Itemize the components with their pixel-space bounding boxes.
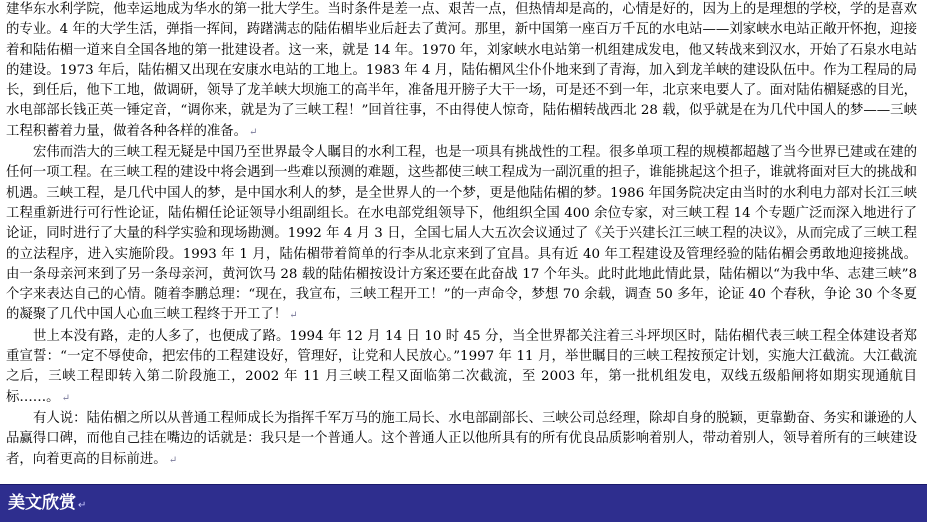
section-title [8,491,86,518]
paragraph-1-text: 建华东水利学院，他幸运地成为华水的第一批大学生。当时条件是差一点、艰苦一点，但热情却是高的，心情是好的，因为上的是理想的学校，学的是喜欢的专业。4 年的大学生活，弹指一挥间，踌躇满志的陆佑楣毕业后赶去了黄河。那里，新中国第一座百万千瓦的水电站——刘家峡水电站正敞开怀抱，迎接着和陆佑楣一道来自全国各地的第一批建设者。这一来，就是 14 年。1970 年，刘家峡水电站第一机组建成发电，他又转战来到汉水，开始了石泉水电站的建设。1973 年后，陆佑楣又出现在安康水电站的工地上。1983 年 4 月，陆佑楣风尘仆仆地来到了青海，加入到龙羊峡的建设队伍中。作为工程局的局长，到任后，他下工地，做调研，领导了龙羊峡大坝施工的高半年，准备甩开膀子大干一场，可是还不到一年，北京来电要人了。面对陆佑楣疑惑的目光，水电部部长钱正英一锤定音，“调你来，就是为了三峡工程！”回首往事，不由得使人惊奇，陆佑楣转战西北 28 载，似乎就是在为几代中国人的梦——三峡工程积蓄着力量，做着各种各样的准备。 [6,2,917,139]
article-paragraph-3 [6,327,917,409]
article-paragraph-1 [6,0,917,143]
paragraph-mark-icon: ↵ [249,126,258,138]
article-paragraph-2 [6,143,917,327]
paragraph-4-text: 有人说：陆佑楣之所以从普通工程师成长为指挥千军万马的施工局长、水电部副部长、三峡公司总经理，除却自身的脱颖，更靠勤奋、务实和谦逊的人品赢得口碑，而他自己挂在嘴边的话就是：我只是一个普通人。这个普通人正以他所具有的所有优良品质影响着别人，带动着别人，领导着所有的三峡建设者，向着更高的目标前进。 [6,410,917,467]
section-title-text: 美文欣赏 [8,493,76,513]
paragraph-mark-icon: ↵ [168,454,178,466]
section-footer-bar [0,484,927,522]
paragraph-mark-icon: ↵ [61,392,70,404]
article-paragraph-4 [6,409,917,471]
paragraph-3-text: 世上本没有路，走的人多了，也便成了路。1994 年 12 月 14 日 10 时 45 分，当全世界都关注着三斗坪坝区时，陆佑楣代表三峡工程全体建设者郑重宣誓：“一定不辱使命，把宏伟的工程建设好，管理好，让党和人民放心。”1997 年 11 月，举世瞩目的三峡工程按预定计划，实施大江截流。大江截流之后，三峡工程即转入第二阶段施工，2002 年 11 月三峡工程又面临第二次截流，至 2003 年，第一批机组发电，双线五级船闸将如期实现通航目标……。 [6,328,917,405]
paragraph-mark-icon: ↵ [289,310,298,322]
paragraph-mark-icon: ↵ [78,500,87,511]
paragraph-2-text: 宏伟而浩大的三峡工程无疑是中国乃至世界最令人瞩目的水利工程，也是一项具有挑战性的工程。很多单项工程的规模都超越了当今世界已建或在建的任何一项工程。在三峡工程的建设中将会遇到一些难以预测的难题，这些都使三峡工程成为一副沉重的担子，谁能挑起这个担子，谁就将面对巨大的挑战和机遇。三峡工程，是几代中国人的梦，是中国水利人的梦，是全世界人的一个梦，更是他陆佑楣的梦。1986 年国务院决定由当时的水利电力部对长江三峡工程重新进行可行性论证，陆佑楣任论证领导小组副组长。在水电部党组领导下，他组织全国 400 余位专家，对三峡工程 14 个专题广泛而深入地进行了论证，同时进行了大量的科学实验和现场勘测。1992 年 4 月 3 日，全国七届人大五次会议通过了《关于兴建长江三峡工程的决议》，从而完成了三峡工程的立法程序，进入实施阶段。1993 年 1 月，陆佑楣带着简单的行李从北京来到了宜昌。具有近 40 年工程建设及管理经验的陆佑楣会勇敢地迎接挑战。由一条母亲河来到了另一条母亲河，黄河饮马 28 载的陆佑楣按设计方案还要在此奋战 17 个年头。此时此地此情此景，陆佑楣以“为我中华、志建三峡”8 个字来表达自己的心情。随着李鹏总理：“现在，我宣布，三峡工程开工！”的一声命令，梦想 70 余载，调查 50 多年，论证 40 个春秋，争论 30 个冬夏的凝聚了几代中国人心血三峡工程终于开工了！ [6,145,917,323]
